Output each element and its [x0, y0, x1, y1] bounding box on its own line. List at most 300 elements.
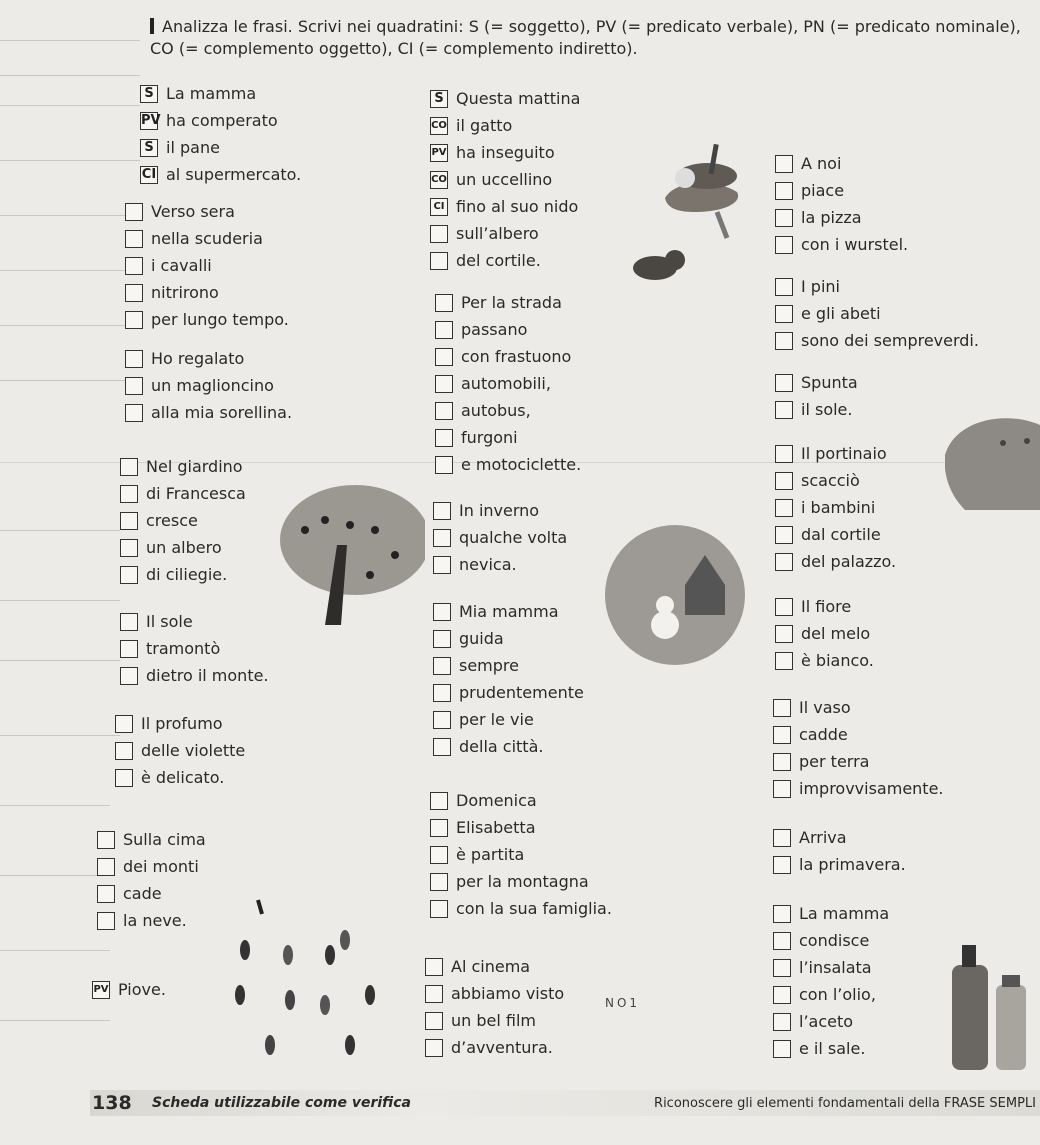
- answer-box[interactable]: [775, 401, 793, 419]
- answer-box[interactable]: [97, 912, 115, 930]
- answer-box[interactable]: [435, 348, 453, 366]
- phrase-text: scacciò: [801, 471, 860, 490]
- phrase-text: tramontò: [146, 639, 221, 658]
- phrase-row: [773, 824, 906, 851]
- phrase-text: sull’albero: [456, 224, 539, 243]
- answer-box[interactable]: [97, 858, 115, 876]
- answer-box[interactable]: [425, 1039, 443, 1057]
- answer-box[interactable]: [120, 485, 138, 503]
- phrase-row: [425, 980, 564, 1007]
- page-number: 138: [92, 1092, 132, 1114]
- answer-box[interactable]: [435, 375, 453, 393]
- phrase-row: [120, 453, 246, 480]
- phrase-row: [125, 252, 289, 279]
- phrase-text: passano: [461, 320, 528, 339]
- answer-box[interactable]: S: [140, 139, 158, 157]
- phrase-row: [430, 112, 580, 139]
- sentence-4: [120, 453, 246, 588]
- cat-bird-illustration: [625, 140, 765, 280]
- sentence-21: [773, 824, 906, 878]
- phrase-text: qualche volta: [459, 528, 568, 547]
- answer-box[interactable]: [435, 402, 453, 420]
- phrase-row: [435, 343, 581, 370]
- answer-box[interactable]: [120, 539, 138, 557]
- phrase-text: prudentemente: [459, 683, 584, 702]
- phrase-text: delle violette: [141, 741, 246, 760]
- phrase-row: [433, 551, 567, 578]
- answer-box[interactable]: [430, 792, 448, 810]
- phrase-text: sono dei sempreverdi.: [801, 331, 979, 350]
- phrase-text: automobili,: [461, 374, 551, 393]
- phrase-row: [125, 399, 292, 426]
- phrase-row: [433, 679, 584, 706]
- answer-box[interactable]: [773, 753, 791, 771]
- answer-box[interactable]: [433, 738, 451, 756]
- answer-box[interactable]: [435, 456, 453, 474]
- answer-box[interactable]: [120, 667, 138, 685]
- phrase-row: [435, 289, 581, 316]
- phrase-text: ha inseguito: [456, 143, 555, 162]
- phrase-row: [430, 895, 612, 922]
- phrase-text: il pane: [166, 138, 220, 157]
- answer-box[interactable]: S: [430, 90, 448, 108]
- answer-box[interactable]: PV: [141, 112, 161, 128]
- answer-box[interactable]: [430, 225, 448, 243]
- answer-box[interactable]: [773, 932, 791, 950]
- phrase-row: [430, 85, 580, 112]
- phrase-row: [115, 710, 245, 737]
- phrase-row: [775, 177, 908, 204]
- phrase-text: Piove.: [118, 980, 166, 999]
- phrase-row: [775, 593, 874, 620]
- sentence-9: [430, 85, 580, 274]
- phrase-text: è bianco.: [801, 651, 874, 670]
- answer-box[interactable]: [435, 429, 453, 447]
- phrase-row: [120, 635, 269, 662]
- oil-bottles-illustration: [940, 945, 1040, 1075]
- phrase-text: per terra: [799, 752, 870, 771]
- sentence-17: [775, 369, 858, 423]
- phrase-text: un albero: [146, 538, 222, 557]
- phrase-text: del melo: [801, 624, 871, 643]
- phrase-row: [425, 1034, 564, 1061]
- answer-box[interactable]: [125, 203, 143, 221]
- answer-box[interactable]: [125, 311, 143, 329]
- phrase-text: con frastuono: [461, 347, 572, 366]
- phrase-row: [430, 868, 612, 895]
- answer-box[interactable]: CO: [430, 171, 448, 189]
- phrase-text: con i wurstel.: [801, 235, 909, 254]
- phrase-text: dal cortile: [801, 525, 881, 544]
- phrase-row: [775, 494, 896, 521]
- phrase-row: [97, 853, 206, 880]
- phrase-text: e gli abeti: [801, 304, 881, 323]
- sentence-7: [97, 826, 206, 934]
- phrase-text: Mia mamma: [459, 602, 559, 621]
- phrase-text: per lungo tempo.: [151, 310, 289, 329]
- answer-box[interactable]: [773, 726, 791, 744]
- sentence-3: [125, 345, 292, 426]
- answer-box[interactable]: [430, 819, 448, 837]
- answer-box[interactable]: [97, 885, 115, 903]
- phrase-text: cade: [123, 884, 162, 903]
- phrase-text: Elisabetta: [456, 818, 536, 837]
- phrase-text: i bambini: [801, 498, 876, 517]
- answer-box[interactable]: [115, 715, 133, 733]
- sentence-6: [115, 710, 245, 791]
- phrase-text: è delicato.: [141, 768, 225, 787]
- answer-box[interactable]: [773, 905, 791, 923]
- phrase-text: Il sole: [146, 612, 193, 631]
- phrase-row: [125, 198, 289, 225]
- phrase-row: [773, 694, 944, 721]
- phrase-row: [433, 598, 584, 625]
- phrase-row: [773, 900, 889, 927]
- answer-box[interactable]: [425, 985, 443, 1003]
- answer-box[interactable]: [433, 502, 451, 520]
- phrase-row: [125, 279, 289, 306]
- phrase-row: [773, 1035, 889, 1062]
- phrase-text: I pini: [801, 277, 840, 296]
- answer-box[interactable]: [775, 155, 793, 173]
- answer-box[interactable]: [773, 1013, 791, 1031]
- phrase-row: [435, 424, 581, 451]
- answer-box[interactable]: [433, 556, 451, 574]
- phrase-text: un bel film: [451, 1011, 537, 1030]
- phrase-row: [775, 396, 858, 423]
- phrase-text: Al cinema: [451, 957, 531, 976]
- answer-box[interactable]: [775, 182, 793, 200]
- answer-box[interactable]: [433, 657, 451, 675]
- phrase-row: [433, 733, 584, 760]
- phrase-row: [97, 880, 206, 907]
- phrase-text: Arriva: [799, 828, 847, 847]
- phrase-row: [775, 467, 896, 494]
- answer-box[interactable]: PV: [92, 981, 110, 999]
- phrase-text: Domenica: [456, 791, 537, 810]
- answer-box[interactable]: [115, 742, 133, 760]
- answer-box[interactable]: [430, 900, 448, 918]
- phrase-row: [773, 721, 944, 748]
- answer-box[interactable]: [775, 526, 793, 544]
- page-footer: [90, 1090, 1040, 1116]
- phrase-text: al supermercato.: [166, 165, 302, 184]
- phrase-row: [775, 231, 908, 258]
- phrase-row: [140, 134, 301, 161]
- phrase-row: [115, 737, 245, 764]
- phrase-row: [435, 397, 581, 424]
- answer-box[interactable]: [125, 404, 143, 422]
- sentence-18: [775, 440, 896, 575]
- phrase-text: furgoni: [461, 428, 518, 447]
- phrase-text: Nel giardino: [146, 457, 243, 476]
- answer-box[interactable]: [435, 321, 453, 339]
- answer-box[interactable]: [430, 252, 448, 270]
- answer-box[interactable]: [775, 332, 793, 350]
- phrase-row: [430, 193, 580, 220]
- phrase-row: [92, 976, 166, 1003]
- answer-box[interactable]: [773, 856, 791, 874]
- sentence-12: [433, 598, 584, 760]
- phrase-row: [773, 954, 889, 981]
- phrase-text: e motociclette.: [461, 455, 582, 474]
- phrase-text: Il vaso: [799, 698, 851, 717]
- phrase-row: [775, 273, 979, 300]
- sentence-20: [773, 694, 944, 802]
- phrase-text: dei monti: [123, 857, 199, 876]
- phrase-text: il gatto: [456, 116, 513, 135]
- rain-illustration: [230, 895, 410, 1065]
- phrase-text: l’aceto: [799, 1012, 854, 1031]
- sentence-22: [773, 900, 889, 1062]
- phrase-row: [430, 247, 580, 274]
- answer-box[interactable]: [433, 529, 451, 547]
- phrase-text: la pizza: [801, 208, 862, 227]
- phrase-text: Spunta: [801, 373, 858, 392]
- answer-box[interactable]: [775, 209, 793, 227]
- phrase-text: Per la strada: [461, 293, 562, 312]
- phrase-text: l’insalata: [799, 958, 872, 977]
- phrase-row: [773, 775, 944, 802]
- phrase-text: La mamma: [799, 904, 890, 923]
- phrase-text: con l’olio,: [799, 985, 876, 1004]
- phrase-row: [120, 662, 269, 689]
- answer-box[interactable]: [773, 959, 791, 977]
- phrase-row: [430, 220, 580, 247]
- answer-box[interactable]: [125, 350, 143, 368]
- phrase-text: e il sale.: [799, 1039, 866, 1058]
- phrase-text: Il portinaio: [801, 444, 887, 463]
- phrase-text: Sulla cima: [123, 830, 206, 849]
- phrase-row: [773, 927, 889, 954]
- answer-box[interactable]: [125, 284, 143, 302]
- answer-box[interactable]: [115, 769, 133, 787]
- phrase-row: [433, 497, 567, 524]
- answer-box[interactable]: [775, 305, 793, 323]
- phrase-text: Questa mattina: [456, 89, 581, 108]
- instructions-text: Analizza le frasi. Scrivi nei quadratini: S (= soggetto), PV (= predicato verbale), PN (= predicato nominale), CO (= complemento oggetto), CI (= complemento indiretto).: [150, 17, 1021, 58]
- sentence-8: [92, 976, 166, 1003]
- phrase-row: [425, 1007, 564, 1034]
- answer-box[interactable]: [773, 699, 791, 717]
- sentence-1: [140, 80, 301, 188]
- phrase-row: [775, 620, 874, 647]
- phrase-row: [125, 372, 292, 399]
- sun-illustration: [945, 405, 1040, 510]
- answer-box[interactable]: [433, 711, 451, 729]
- phrase-text: guida: [459, 629, 504, 648]
- phrase-text: Il profumo: [141, 714, 223, 733]
- phrase-text: autobus,: [461, 401, 531, 420]
- phrase-row: [140, 80, 301, 107]
- phrase-text: Ho regalato: [151, 349, 245, 368]
- phrase-row: [775, 204, 908, 231]
- sentence-11: [433, 497, 567, 578]
- handwritten-note: NO1: [605, 996, 641, 1010]
- answer-box[interactable]: [775, 374, 793, 392]
- sentence-14: [425, 953, 564, 1061]
- phrase-text: per la montagna: [456, 872, 589, 891]
- phrase-row: [773, 981, 889, 1008]
- phrase-row: [430, 841, 612, 868]
- phrase-text: abbiamo visto: [451, 984, 565, 1003]
- answer-box[interactable]: [773, 829, 791, 847]
- phrase-text: La mamma: [166, 84, 257, 103]
- phrase-row: [120, 534, 246, 561]
- answer-box[interactable]: CI: [141, 166, 157, 182]
- sentence-19: [775, 593, 874, 674]
- answer-box[interactable]: [430, 873, 448, 891]
- phrase-row: [775, 647, 874, 674]
- phrase-text: la neve.: [123, 911, 187, 930]
- phrase-text: sempre: [459, 656, 519, 675]
- phrase-row: [433, 524, 567, 551]
- phrase-text: un maglioncino: [151, 376, 274, 395]
- sentence-15: [775, 150, 908, 258]
- answer-box[interactable]: CO: [430, 117, 448, 135]
- phrase-row: [775, 548, 896, 575]
- phrase-row: [120, 507, 246, 534]
- phrase-row: [120, 480, 246, 507]
- answer-box[interactable]: S: [140, 85, 158, 103]
- phrase-row: [430, 166, 580, 193]
- phrase-row: [125, 306, 289, 333]
- answer-box[interactable]: [773, 780, 791, 798]
- phrase-text: d’avventura.: [451, 1038, 553, 1057]
- answer-box[interactable]: [125, 377, 143, 395]
- answer-box[interactable]: [433, 603, 451, 621]
- phrase-row: [775, 300, 979, 327]
- sentence-2: [125, 198, 289, 333]
- phrase-row: [125, 225, 289, 252]
- phrase-row: [775, 521, 896, 548]
- answer-box[interactable]: [775, 553, 793, 571]
- phrase-row: [435, 451, 581, 478]
- phrase-text: di ciliegie.: [146, 565, 228, 584]
- phrase-text: per le vie: [459, 710, 534, 729]
- phrase-row: [140, 107, 301, 134]
- phrase-row: [120, 608, 269, 635]
- footer-left-text: Scheda utilizzabile come verifica: [152, 1095, 411, 1111]
- phrase-row: [115, 764, 245, 791]
- phrase-row: [140, 161, 301, 188]
- phrase-row: [433, 625, 584, 652]
- phrase-text: del palazzo.: [801, 552, 897, 571]
- phrase-row: [775, 369, 858, 396]
- phrase-text: la primavera.: [799, 855, 906, 874]
- phrase-text: Verso sera: [151, 202, 235, 221]
- answer-box[interactable]: [775, 445, 793, 463]
- phrase-row: [773, 1008, 889, 1035]
- answer-box[interactable]: CI: [430, 198, 448, 216]
- sentence-5: [120, 608, 269, 689]
- answer-box[interactable]: [125, 257, 143, 275]
- answer-box[interactable]: [430, 846, 448, 864]
- phrase-text: Il fiore: [801, 597, 852, 616]
- cherry-tree-illustration: [275, 485, 425, 625]
- phrase-text: del cortile.: [456, 251, 541, 270]
- bullet-marker: [150, 18, 154, 34]
- answer-box[interactable]: [775, 625, 793, 643]
- answer-box[interactable]: [125, 230, 143, 248]
- phrase-text: cresce: [146, 511, 198, 530]
- answer-box[interactable]: [773, 1040, 791, 1058]
- sentence-10: [435, 289, 581, 478]
- phrase-row: [125, 345, 292, 372]
- sentence-13: [430, 787, 612, 922]
- phrase-row: [775, 150, 908, 177]
- phrase-row: [430, 139, 580, 166]
- answer-box[interactable]: [775, 499, 793, 517]
- phrase-text: i cavalli: [151, 256, 212, 275]
- phrase-text: con la sua famiglia.: [456, 899, 612, 918]
- phrase-row: [120, 561, 246, 588]
- phrase-text: di Francesca: [146, 484, 246, 503]
- phrase-text: nella scuderia: [151, 229, 263, 248]
- phrase-row: [97, 907, 206, 934]
- answer-box[interactable]: [775, 278, 793, 296]
- answer-box[interactable]: [120, 458, 138, 476]
- answer-box[interactable]: [425, 1012, 443, 1030]
- phrase-text: il sole.: [801, 400, 853, 419]
- answer-box[interactable]: [120, 613, 138, 631]
- phrase-text: è partita: [456, 845, 525, 864]
- phrase-row: [773, 748, 944, 775]
- phrase-text: dietro il monte.: [146, 666, 269, 685]
- phrase-row: [435, 370, 581, 397]
- phrase-text: cadde: [799, 725, 848, 744]
- phrase-text: In inverno: [459, 501, 540, 520]
- answer-box[interactable]: [120, 566, 138, 584]
- phrase-row: [435, 316, 581, 343]
- footer-right-text: Riconoscere gli elementi fondamentali della FRASE SEMPLI: [654, 1095, 1036, 1111]
- phrase-row: [430, 787, 612, 814]
- answer-box[interactable]: [120, 512, 138, 530]
- phrase-row: [433, 706, 584, 733]
- phrase-row: [425, 953, 564, 980]
- phrase-text: un uccellino: [456, 170, 553, 189]
- phrase-text: improvvisamente.: [799, 779, 944, 798]
- answer-box[interactable]: [435, 294, 453, 312]
- phrase-row: [433, 652, 584, 679]
- answer-box[interactable]: [120, 640, 138, 658]
- phrase-text: A noi: [801, 154, 842, 173]
- phrase-row: [430, 814, 612, 841]
- phrase-text: della città.: [459, 737, 544, 756]
- phrase-row: [775, 327, 979, 354]
- answer-box[interactable]: PV: [430, 144, 448, 162]
- phrase-row: [773, 851, 906, 878]
- answer-box[interactable]: [425, 958, 443, 976]
- answer-box[interactable]: [775, 652, 793, 670]
- answer-box[interactable]: [97, 831, 115, 849]
- answer-box[interactable]: [775, 472, 793, 490]
- sentence-16: [775, 273, 979, 354]
- phrase-text: alla mia sorellina.: [151, 403, 293, 422]
- phrase-row: [775, 440, 896, 467]
- answer-box[interactable]: [775, 236, 793, 254]
- phrase-text: condisce: [799, 931, 870, 950]
- phrase-text: nitrirono: [151, 283, 219, 302]
- phrase-row: [97, 826, 206, 853]
- answer-box[interactable]: [433, 684, 451, 702]
- answer-box[interactable]: [775, 598, 793, 616]
- phrase-text: nevica.: [459, 555, 517, 574]
- instructions: [150, 16, 1030, 60]
- answer-box[interactable]: [773, 986, 791, 1004]
- answer-box[interactable]: [433, 630, 451, 648]
- snow-house-illustration: [605, 525, 745, 665]
